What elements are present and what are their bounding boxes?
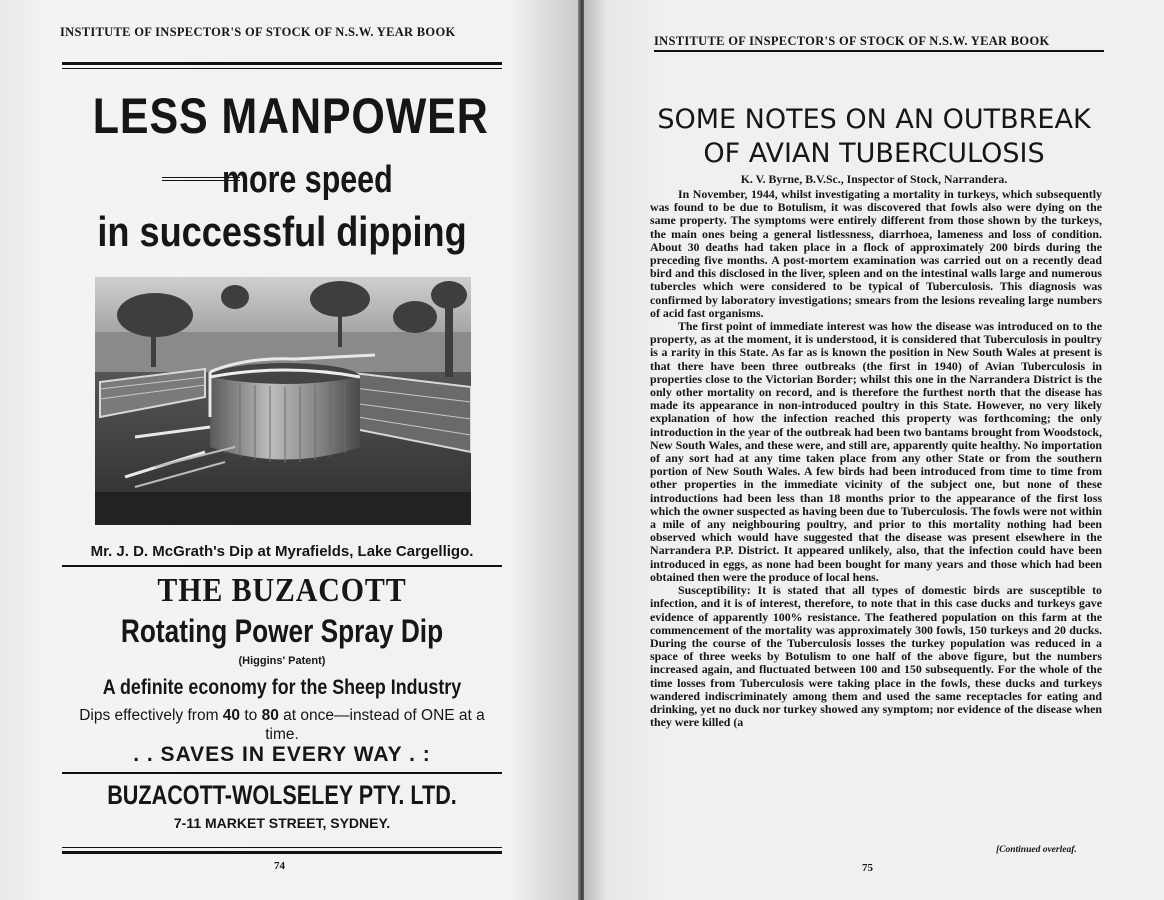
- ad-line3: in successful dipping: [97, 208, 467, 255]
- article-title-line2: OF AVIAN TUBERCULOSIS: [703, 138, 1045, 169]
- dip-photo: [95, 277, 471, 525]
- right-page: [584, 0, 1164, 900]
- ad-economy: A definite economy for the Sheep Industry: [102, 676, 462, 699]
- article-body: [650, 188, 1102, 856]
- header-rule: [654, 50, 1104, 52]
- photo-caption: Mr. J. D. McGrath's Dip at Myrafields, Lake Cargelligo.: [90, 543, 474, 560]
- page-number-right: 75: [862, 862, 873, 874]
- article-byline: K. V. Byrne, B.V.Sc., Inspector of Stock, Narrandera.: [740, 172, 1008, 186]
- ad-address: 7-11 MARKET STREET, SYDNEY.: [173, 815, 391, 831]
- paragraph: Susceptibility: It is stated that all types of domestic birds are susceptible to infection, and it is of interest, therefore, to note that in this case ducks and turkeys gave evidence of apparently 100% resistance. The feathered population on this farm at the commencement of the mortality was approximately 300 fowls, 150 turkeys and 20 ducks. During the course of the Tuberculosis losses the turkey population was reduced in a space of three weeks by Botulism to one half of the above figure, but the numbers increased again, and fluctuated between 100 and 150 subsequently. For the whole of the time losses from Tuberculosis were taking place in the fowls, these ducks and turkeys wandered indiscriminately among them and used the same receptacles for eating and drinking, yet no duck nor turkey showed any symptom; nor evidence of the disease when they were killed (a: [650, 583, 1102, 730]
- left-page: [0, 0, 580, 900]
- ad-divider: [62, 565, 502, 567]
- ad-headline: LESS MANPOWER: [92, 88, 489, 144]
- paragraph: The first point of immediate interest was how the disease was introduced on to the property, as at the moment, it is understood, it is considered that Tuberculosis in poultry is a rarity in this State. As far as is known the position in New South Wales at present is that there have been three outbreaks (the first in 1940) of Avian Tuberculosis in properties close to the Victorian Border; whilst this one in the Narrandera District is the only other mortality on record, and is therefore the furthest north that the disease has made its appearance in non-introduced poultry in this State. However, no very likely explanation of how the infection reached this property was forthcoming; the only introduction in the year of the outbreak had been two bantams brought from Woodstock, New South Wales, and these were, and still are, apparently quite healthy. No importation of any sort had at any time taken place from any other State or from the southern portion of New South Wales. A few birds had been introduced from time to time from other properties in the immediate vicinity of the subject one, but none of these introductions had been less than 18 months prior to the appearance of the first loss which the owner suspected as having been due to Tuberculosis. The fowls were not within a mile of any neighbouring poultry, and prior to this mortality nothing had been observed which would have suggested that the disease was present elsewhere in the Narrandera P.P. District. It appeared unlikely, also, that the infection could have been introduced in eggs, as none had been bought for many years and those which had been obtained then were the produce of local hens.: [650, 319, 1102, 584]
- continued-note: [Continued overleaf.: [996, 845, 1077, 855]
- ad-dips-text: Dips effectively from 40 to 80 at once—instead of ONE at a time.: [79, 707, 485, 743]
- ad-product: Rotating Power Spray Dip: [120, 613, 444, 649]
- page-number-left: 74: [274, 860, 285, 872]
- ad-company: BUZACOTT-WOLSELEY PTY. LTD.: [107, 780, 457, 810]
- article-title-line1: SOME NOTES ON AN OUTBREAK: [657, 104, 1091, 135]
- running-header-right: INSTITUTE OF INSPECTOR'S OF STOCK OF N.S.W. YEAR BOOK: [654, 34, 1050, 48]
- advertisement: [62, 62, 502, 854]
- paragraph: In November, 1944, whilst investigating a mortality in turkeys, which subsequently was found to be due to Botulism, it was discovered that fowls also were dying on the same property. The symptoms were entirely different from those shown by the turkeys, the main ones being a general listlessness, diarrhoea, lameness and loss of condition. About 30 deaths had taken place in a flock of approximately 200 birds during the preceding five months. A post-mortem examination was carried out on a recently dead bird and this disclosed in the liver, spleen and on the intestinal walls large and numerous tubercles which were considered to be typical of Tuberculosis. This diagnosis was confirmed by laboratory investigations; smears from the lesions revealing large numbers of acid fast organisms.: [650, 187, 1102, 320]
- running-header-left: INSTITUTE OF INSPECTOR'S OF STOCK OF N.S.W. YEAR BOOK: [60, 25, 456, 39]
- ad-saves: . . SAVES IN EVERY WAY . :: [133, 743, 431, 766]
- ad-patent: (Higgins' Patent): [238, 655, 326, 667]
- ad-subline: more speed: [222, 159, 393, 201]
- ad-brand: THE BUZACOTT: [157, 572, 407, 609]
- ad-divider: [62, 772, 502, 774]
